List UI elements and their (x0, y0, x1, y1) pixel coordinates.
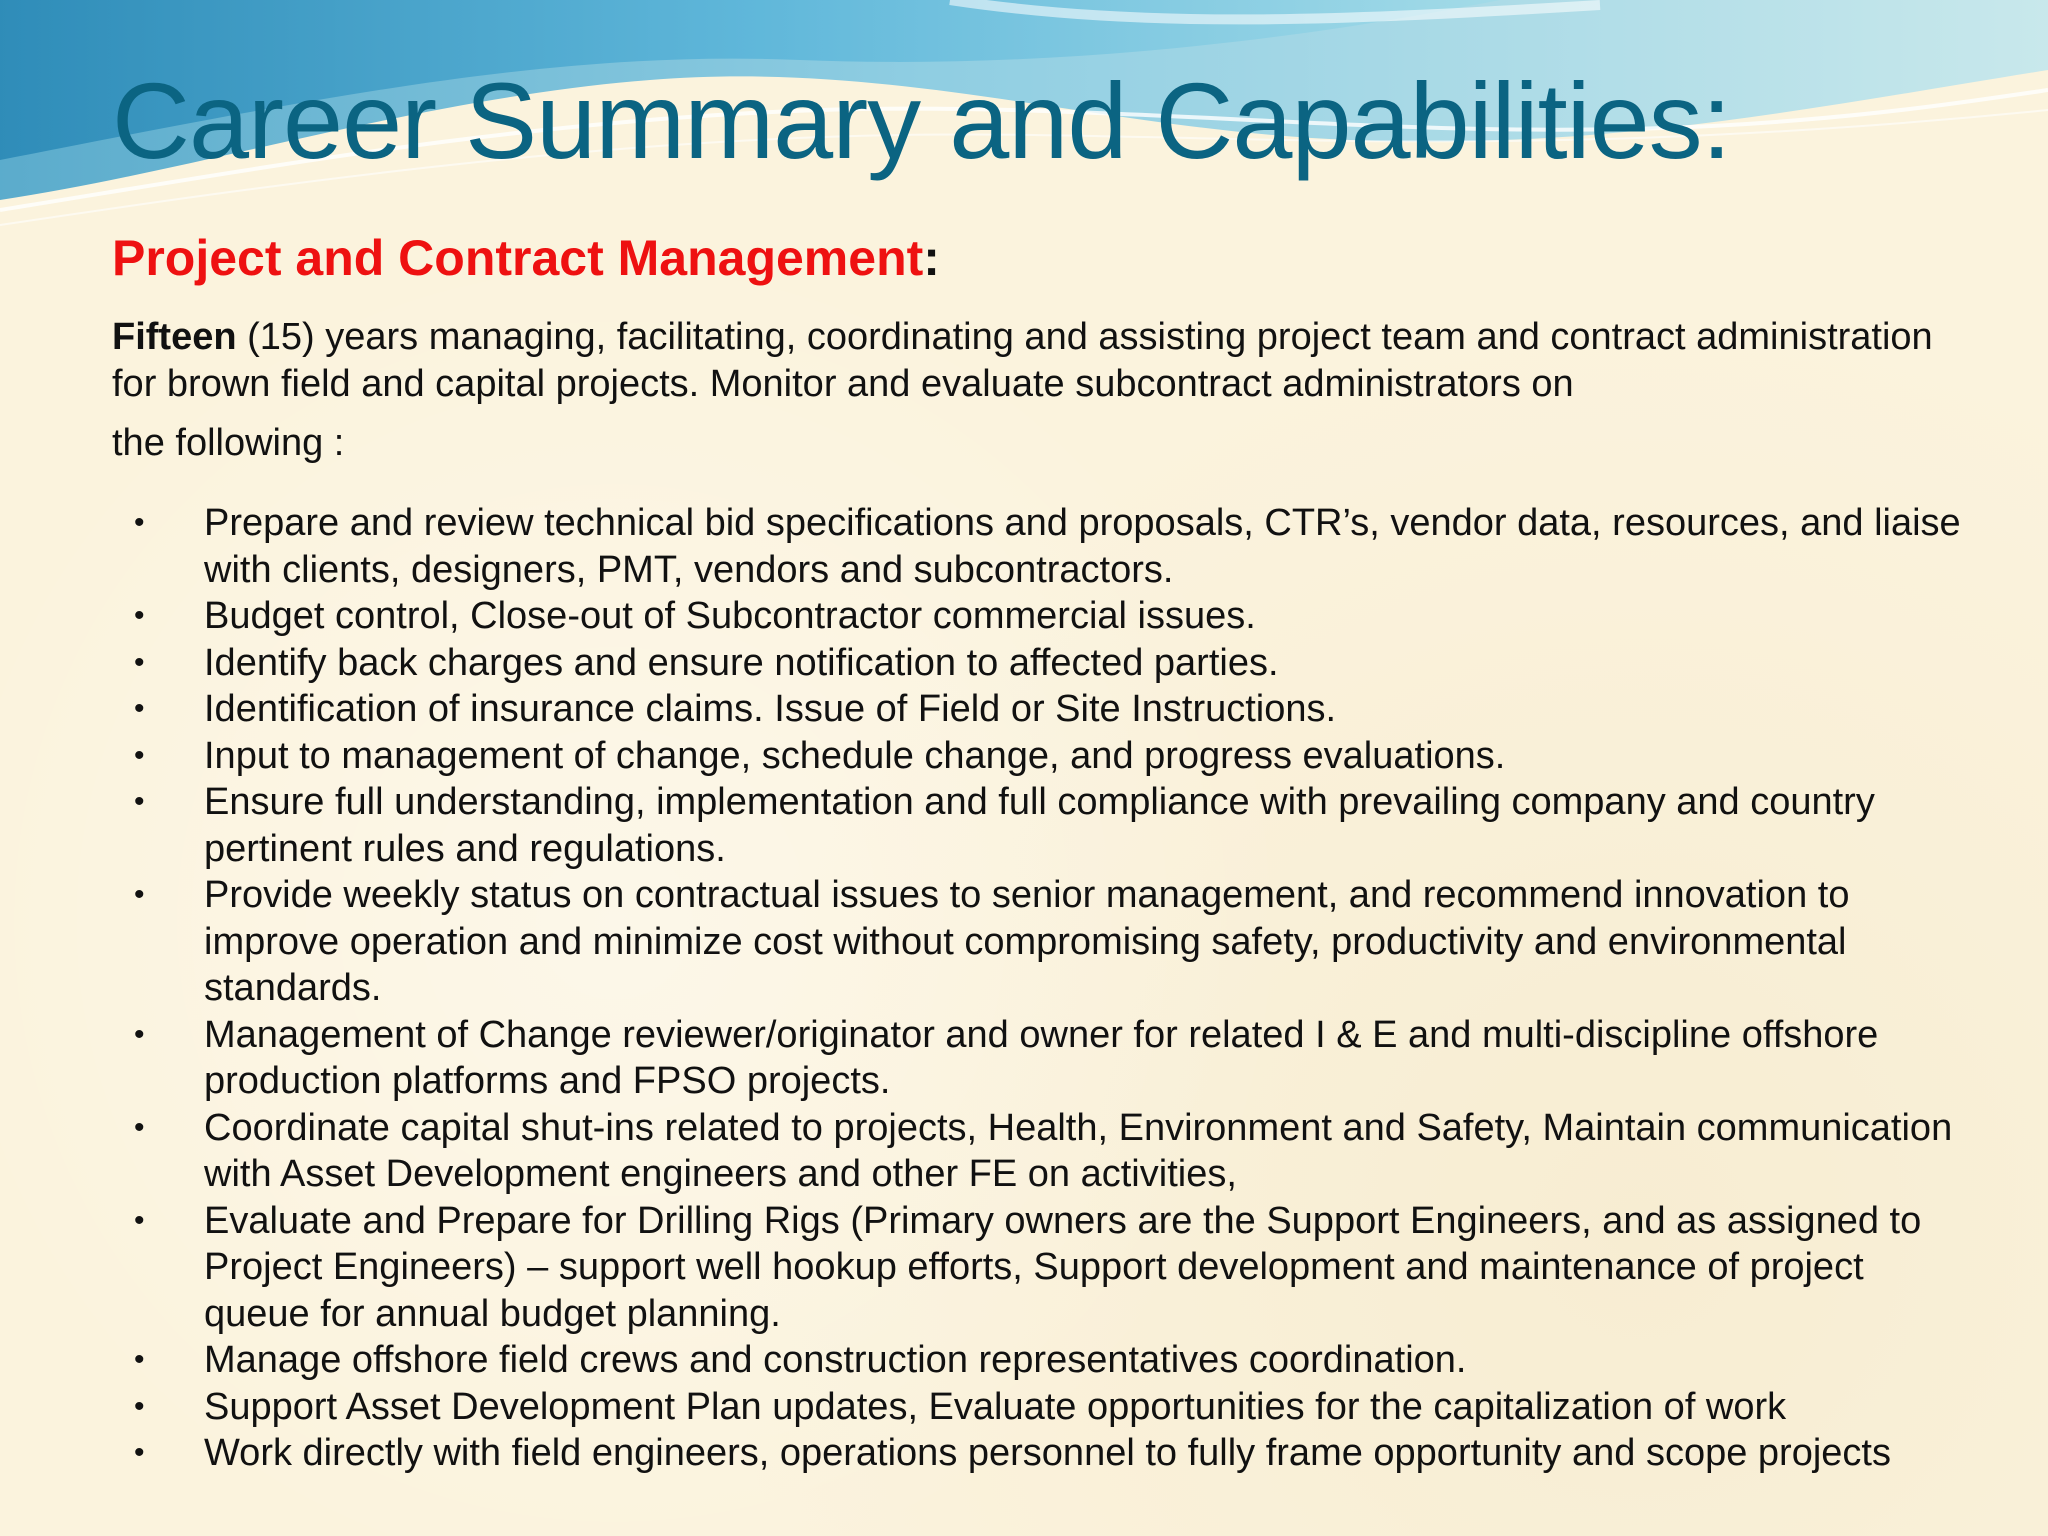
intro-paragraph (112, 314, 1972, 467)
list-item (112, 1430, 1962, 1477)
section-heading-colon: : (923, 230, 940, 286)
list-item (112, 500, 1962, 593)
list-item (112, 1012, 1962, 1105)
bullet-icon: • (134, 1110, 145, 1144)
list-item (112, 1198, 1962, 1338)
bullet-icon: • (134, 1017, 145, 1051)
list-item (112, 779, 1962, 872)
capabilities-list (112, 500, 1962, 1477)
list-item-text: Prepare and review technical bid specifications and proposals, CTR’s, vendor data, resources, and liaise with clients, designers, PMT, vendors and subcontractors. (204, 502, 1961, 591)
slide-title: Career Summary and Capabilities: (112, 60, 1731, 181)
list-item (112, 1337, 1962, 1384)
list-item (112, 640, 1962, 687)
bullet-icon: • (134, 1389, 145, 1423)
list-item-text: Coordinate capital shut-ins related to projects, Health, Environment and Safety, Maintain communication with Asset Development engineers and other FE on activities, (204, 1106, 1953, 1195)
list-item (112, 686, 1962, 733)
bullet-icon: • (134, 1203, 145, 1237)
section-heading (112, 228, 940, 288)
section-heading-red: Project and Contract Management (112, 230, 924, 286)
list-item (112, 1384, 1962, 1431)
bullet-icon: • (134, 738, 145, 772)
bullet-icon: • (134, 878, 145, 911)
list-item-text: Budget control, Close-out of Subcontractor commercial issues. (204, 595, 1256, 637)
list-item-text: Provide weekly status on contractual issues to senior management, and recommend innovation to improve operation and minimize cost without compromising safety, productivity and environmental standards. (204, 874, 1850, 1009)
list-item-text: Identify back charges and ensure notification to affected parties. (204, 641, 1279, 684)
bullet-icon: • (134, 692, 145, 725)
list-item-text: Work directly with field engineers, operations personnel to fully frame opportunity and scope projects (204, 1432, 1891, 1474)
list-item-text: Identification of insurance claims. Issue of Field or Site Instructions. (204, 688, 1337, 730)
list-item (112, 733, 1962, 780)
intro-text: (15) years managing, facilitating, coordinating and assisting project team and contract administration for brown field and capital projects. Monitor and evaluate subcontract administrators on (112, 316, 1933, 405)
bullet-icon: • (134, 599, 145, 632)
list-item-text: Evaluate and Prepare for Drilling Rigs (Primary owners are the Support Engineers, and as assigned to Project Engineers) – support well hookup efforts, Support development and maintenance of project queue for annual budget planning. (204, 1199, 1922, 1335)
list-item (112, 1105, 1962, 1198)
bullet-icon: • (134, 785, 145, 818)
bullet-icon: • (134, 1436, 145, 1469)
list-item-text: Input to management of change, schedule change, and progress evaluations. (204, 734, 1506, 777)
list-item (112, 872, 1962, 1012)
bullet-icon: • (134, 506, 145, 539)
list-item-text: Management of Change reviewer/originator and owner for related I & E and multi-discipline offshore production platforms and FPSO projects. (204, 1013, 1879, 1102)
intro-last-line: the following : (112, 422, 345, 464)
list-item-text: Ensure full understanding, implementation and full compliance with prevailing company and country pertinent rules and regulations. (204, 781, 1875, 870)
list-item-text: Manage offshore field crews and construction representatives coordination. (204, 1339, 1467, 1381)
bullet-icon: • (134, 1343, 145, 1376)
list-item-text: Support Asset Development Plan updates, Evaluate opportunities for the capitalization of work (204, 1385, 1787, 1428)
bullet-icon: • (134, 645, 145, 679)
intro-bold-lead: Fifteen (112, 316, 237, 358)
list-item (112, 593, 1962, 640)
